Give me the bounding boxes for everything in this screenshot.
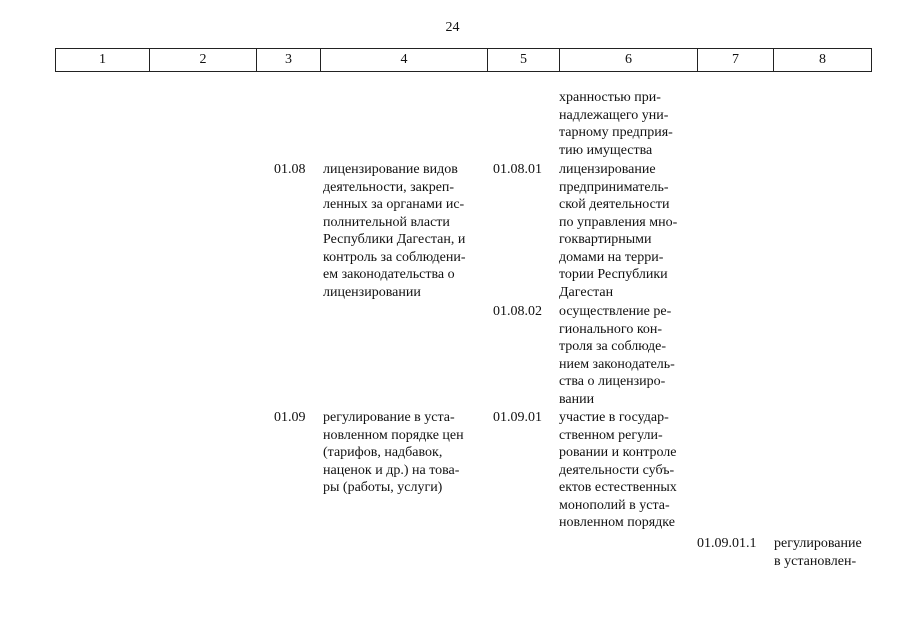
description-col4-0108: лицензирование видов деятельности, закреп- ленных за органами ис- полнительной власти Республики Дагестан, и контроль за соблюдени- ем законодательства о лицензировании [323, 162, 466, 300]
column-header-1: 1 [55, 49, 149, 71]
code-col5-010801: 01.08.01 [493, 162, 542, 177]
description-col4-0109: регулирование в уста- новленном порядке цен (тарифов, надбавок, наценок и др.) на това- ры (работы, услуги) [323, 410, 464, 495]
description-col6-010801: лицензирование предприниматель- ской деятельности по управления мно- гоквартирными домами на терри- тории Республики Дагестан [559, 162, 678, 300]
code-col7-0109011: 01.09.01.1 [697, 536, 757, 551]
code-col5-010901: 01.09.01 [493, 410, 542, 425]
column-header-4: 4 [320, 49, 487, 71]
column-header-6: 6 [559, 49, 697, 71]
page-number: 24 [445, 20, 460, 35]
description-col6-010901: участие в государ- ственном регули- ровании и контроле деятельности субъ- ектов естественных монополий в уста- новленном порядке [559, 410, 677, 530]
column-header-5: 5 [487, 49, 559, 71]
code-col3-0108: 01.08 [274, 162, 306, 177]
column-header-3: 3 [256, 49, 320, 71]
description-col6-010802: осуществление ре- гионального кон- троля за соблюде- нием законодатель- ства о лицензиро- вании [559, 304, 675, 407]
column-header-2: 2 [149, 49, 256, 71]
continuation-text-col6: хранностью при- надлежащего уни- тарному предприя- тию имущества [559, 90, 673, 158]
description-col8-0109011: регулирование в установлен- [774, 536, 862, 569]
column-header-7: 7 [697, 49, 773, 71]
code-col5-010802: 01.08.02 [493, 304, 542, 319]
column-header-8: 8 [773, 49, 872, 71]
table-header-row [55, 48, 872, 72]
code-col3-0109: 01.09 [274, 410, 306, 425]
